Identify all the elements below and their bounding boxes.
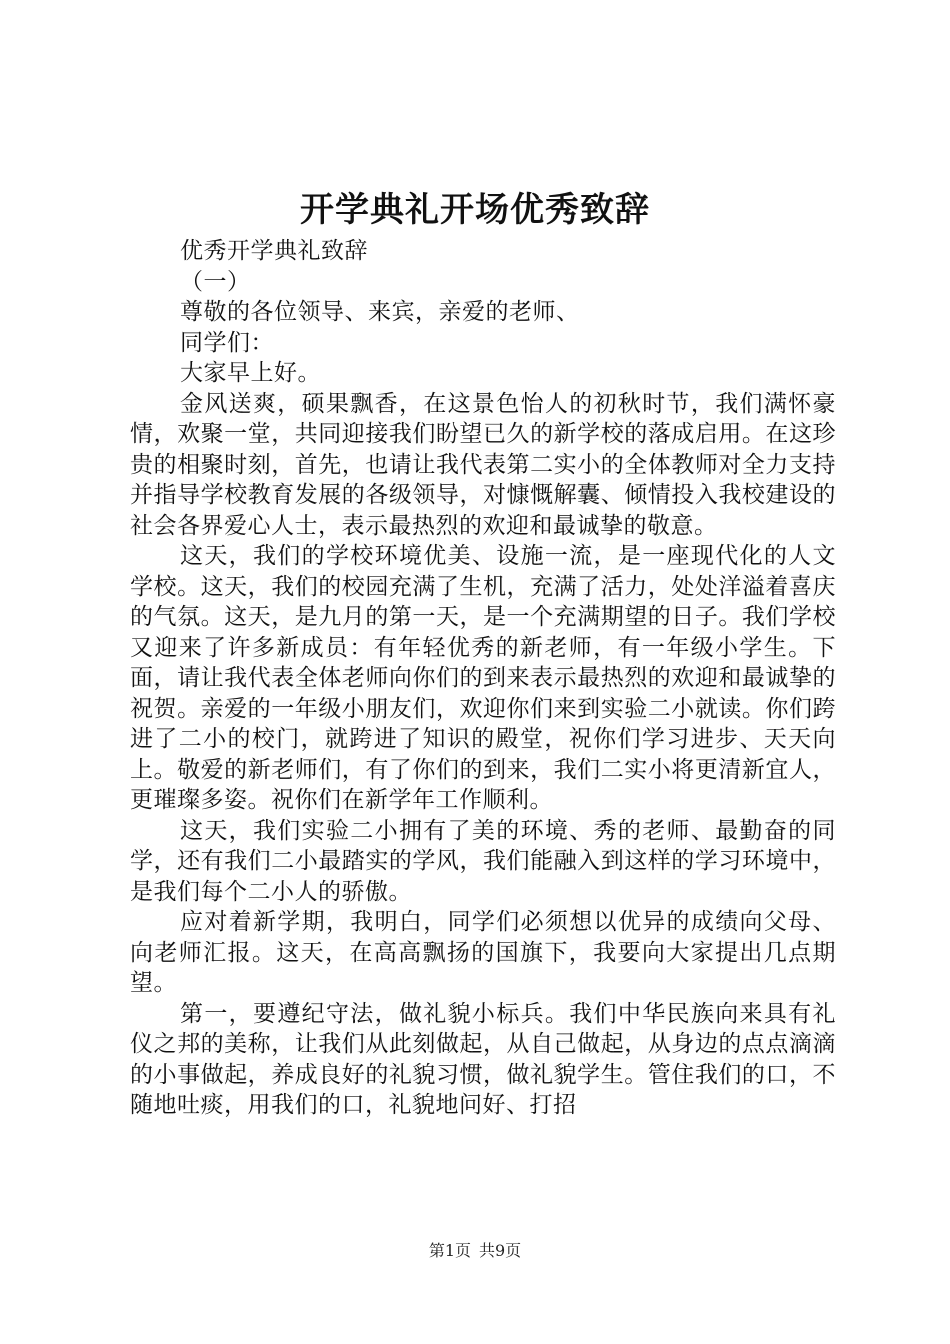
paragraph: 金风送爽，硕果飘香，在这景色怡人的初秋时节，我们满怀豪情，欢聚一堂，共同迎接我们盼望已久的新学校的落成启用。在这珍贵的相聚时刻，首先，也请让我代表第二实小的全体教师对全力支持并指导学校教育发展的各级领导，对慷慨解囊、倾情投入我校建设的社会各界爱心人士，表示最热烈的欢迎和最诚挚的敬意。 [130,390,836,539]
paragraph: （一） [180,268,251,295]
page-number: 第1页 [428,1241,471,1260]
paragraph: 优秀开学典礼致辞 [180,238,368,264]
page-footer [0,1240,950,1262]
page-total: 共9页 [479,1241,522,1260]
paragraph: 这天，我们实验二小拥有了美的环境、秀的老师、最勤奋的同学，还有我们二小最踏实的学风，我们能融入到这样的学习环境中，是我们每个二小人的骄傲。 [130,817,836,905]
paragraph: 大家早上好。 [180,360,321,386]
paragraph: 同学们： [180,329,274,356]
paragraph: 第一，要遵纪守法，做礼貌小标兵。我们中华民族向来具有礼仪之邦的美称，让我们从此刻做起，从自己做起，从身边的点点滴滴的小事做起，养成良好的礼貌习惯，做礼貌学生。管住我们的口，不随地吐痰，用我们的口，礼貌地问好、打招 [130,1000,836,1118]
paragraph: 应对着新学期，我明白，同学们必须想以优异的成绩向父母、向老师汇报。这天，在高高飘扬的国旗下，我要向大家提出几点期望。 [130,909,836,996]
document-title: 开学典礼开场优秀致辞 [300,190,650,230]
document-body [130,236,836,1121]
paragraph: 尊敬的各位领导、来宾，亲爱的老师、 [180,299,580,325]
paragraph: 这天，我们的学校环境优美、设施一流，是一座现代化的人文学校。这天，我们的校园充满了生机，充满了活力，处处洋溢着喜庆的气氛。这天，是九月的第一天，是一个充满期望的日子。我们学校又迎来了许多新成员：有年轻优秀的新老师，有一年级小学生。下面，请让我代表全体老师向你们的到来表示最热烈的欢迎和最诚挚的祝贺。亲爱的一年级小朋友们，欢迎你们来到实验二小就读。你们跨进了二小的校门，就跨进了知识的殿堂，祝你们学习进步、天天向上。敬爱的新老师们，有了你们的到来，我们二实小将更清新宜人，更璀璨多姿。祝你们在新学年工作顺利。 [130,543,836,813]
